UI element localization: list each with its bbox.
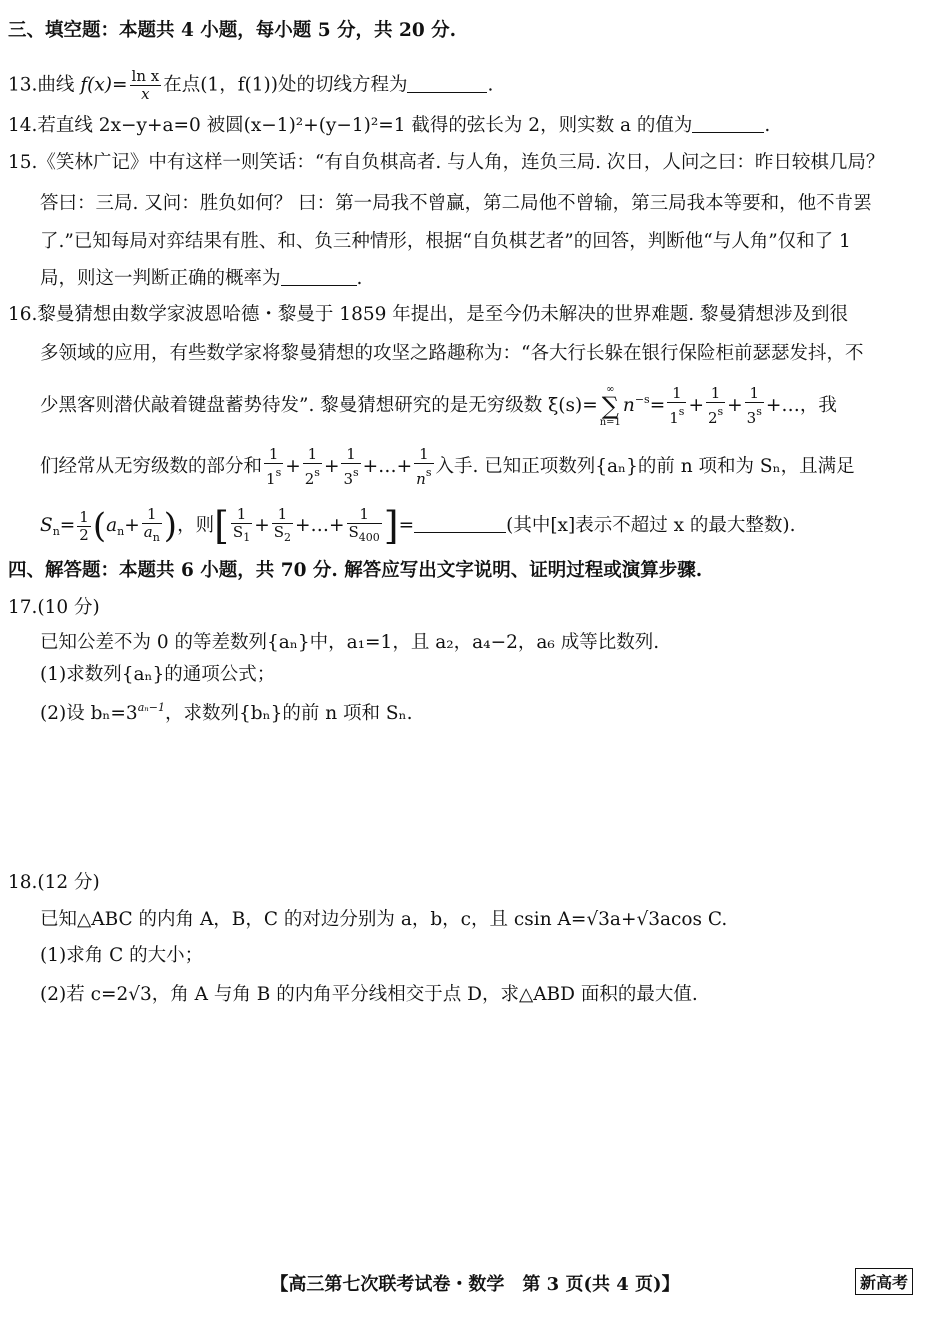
q16-number: 16.	[8, 304, 38, 325]
question-13: 13.曲线 f(x)= $\frac{\text{ln x}}{x}$ 在点(1，f(1))处的切线方程为 .	[8, 67, 494, 103]
q13-fraction: $\frac{\text{ln x}}{x}$	[131, 67, 160, 103]
answer-blank[interactable]	[414, 514, 506, 533]
question-15-line-3: 了.”已知每局对弈结果有胜、和、负三种情形，根据“自负棋艺者”的回答，判断他“与人角”仅和了 1	[40, 231, 851, 252]
question-17-part-2: (2)设 $b_n=3^{a_n-1}$，求数列{bₙ}的前 n 项和 Sₙ.	[40, 701, 413, 724]
question-18-part-1: (1)求角 C 的大小；	[40, 945, 204, 966]
page-footer: 【高三第七次联考试卷・数学 第 3 页(共 4 页)】	[270, 1274, 680, 1295]
question-15-line-1: 15.《笑林广记》中有这样一则笑话：“有自负棋高者. 与人角，连负三局. 次日，人问之曰：昨日较棋几局？	[8, 152, 885, 173]
q15-number: 15.	[8, 152, 38, 173]
q13-number: 13.	[8, 74, 38, 96]
q14-number: 14.	[8, 115, 38, 136]
answer-blank[interactable]	[407, 74, 487, 93]
question-17-part-1: (1)求数列{aₙ}的通项公式；	[40, 664, 276, 685]
answer-blank[interactable]	[281, 267, 357, 286]
question-16-line-1: 16.黎曼猜想由数学家波恩哈德・黎曼于 1859 年提出，是至今仍未解决的世界难题. 黎曼猜想涉及到很	[8, 304, 849, 325]
question-16-line-2: 多领域的应用，有些数学家将黎曼猜想的攻坚之路趣称为：“各大行长躲在银行保险柜前瑟瑟发抖，不	[40, 343, 864, 364]
q17-number: 17.	[8, 597, 38, 618]
q18-number: 18.	[8, 872, 38, 893]
question-18-header	[8, 870, 100, 896]
question-15-line-2: 答曰：三局. 又问：胜负如何？ 曰：第一局我不曾赢，第二局他不曾输，第三局我本等要和，他不肯罢	[40, 193, 872, 214]
question-18-stem: 已知△ABC 的内角 A，B，C 的对边分别为 a，b，c，且 csin A=√3a+√3acos C.	[40, 909, 728, 930]
question-16-line-5: $S_n=$ $\frac{1}{2}$ ($a_n+$ $\frac{1}{a_n}$ )，则[ $\frac{1}{S_1}$ + $\frac{1}{S_2}$ +…+ $\frac{1}{S_{400}}$ ]= (其中[x]表示不超过 x 的最大整数).	[40, 504, 796, 548]
answer-blank[interactable]	[692, 114, 764, 133]
q18-score: (12 分)	[37, 872, 100, 893]
question-14: 14.若直线 2x−y+a=0 被圆(x−1)²+(y−1)²=1 截得的弦长为 2，则实数 a 的值为 .	[8, 115, 771, 136]
question-16-line-3: 少黑客则潜伏敲着键盘蓄势待发”. 黎曼猜想研究的是无穷级数 ξ(s)=∞ ∑ $n=1n^{-s}=$ $\frac{1}{1^s}$ + $\frac{1}{2^s}$ + $\frac{1}{3^s}$ +…，我	[40, 384, 837, 428]
q17-score: (10 分)	[37, 597, 100, 618]
summation-symbol: ∞ ∑ n=1	[599, 384, 621, 428]
question-16-line-4: 们经常从无穷级数的部分和 $\frac{1}{1^s}$ + $\frac{1}{2^s}$ + $\frac{1}{3^s}$ +…+ $\frac{1}{n^s}$ 入手. 已知正项数列{aₙ}的前 n 项和为 Sₙ，且满足	[40, 445, 855, 488]
exam-type-tag: 新高考	[855, 1268, 913, 1295]
section3-heading: 三、填空题：本题共 4 小题，每小题 5 分，共 20 分.	[8, 20, 457, 41]
question-18-part-2: (2)若 c=2√3，角 A 与角 B 的内角平分线相交于点 D，求△ABD 面积的最大值.	[40, 984, 698, 1005]
question-17-header	[8, 595, 100, 621]
question-15-line-4: 局，则这一判断正确的概率为 .	[40, 268, 363, 289]
section4-heading: 四、解答题：本题共 6 小题，共 70 分. 解答应写出文字说明、证明过程或演算步骤.	[8, 560, 703, 581]
question-17-stem: 已知公差不为 0 的等差数列{aₙ}中，a₁=1，且 a₂，a₄−2，a₆ 成等比数列.	[40, 632, 660, 653]
